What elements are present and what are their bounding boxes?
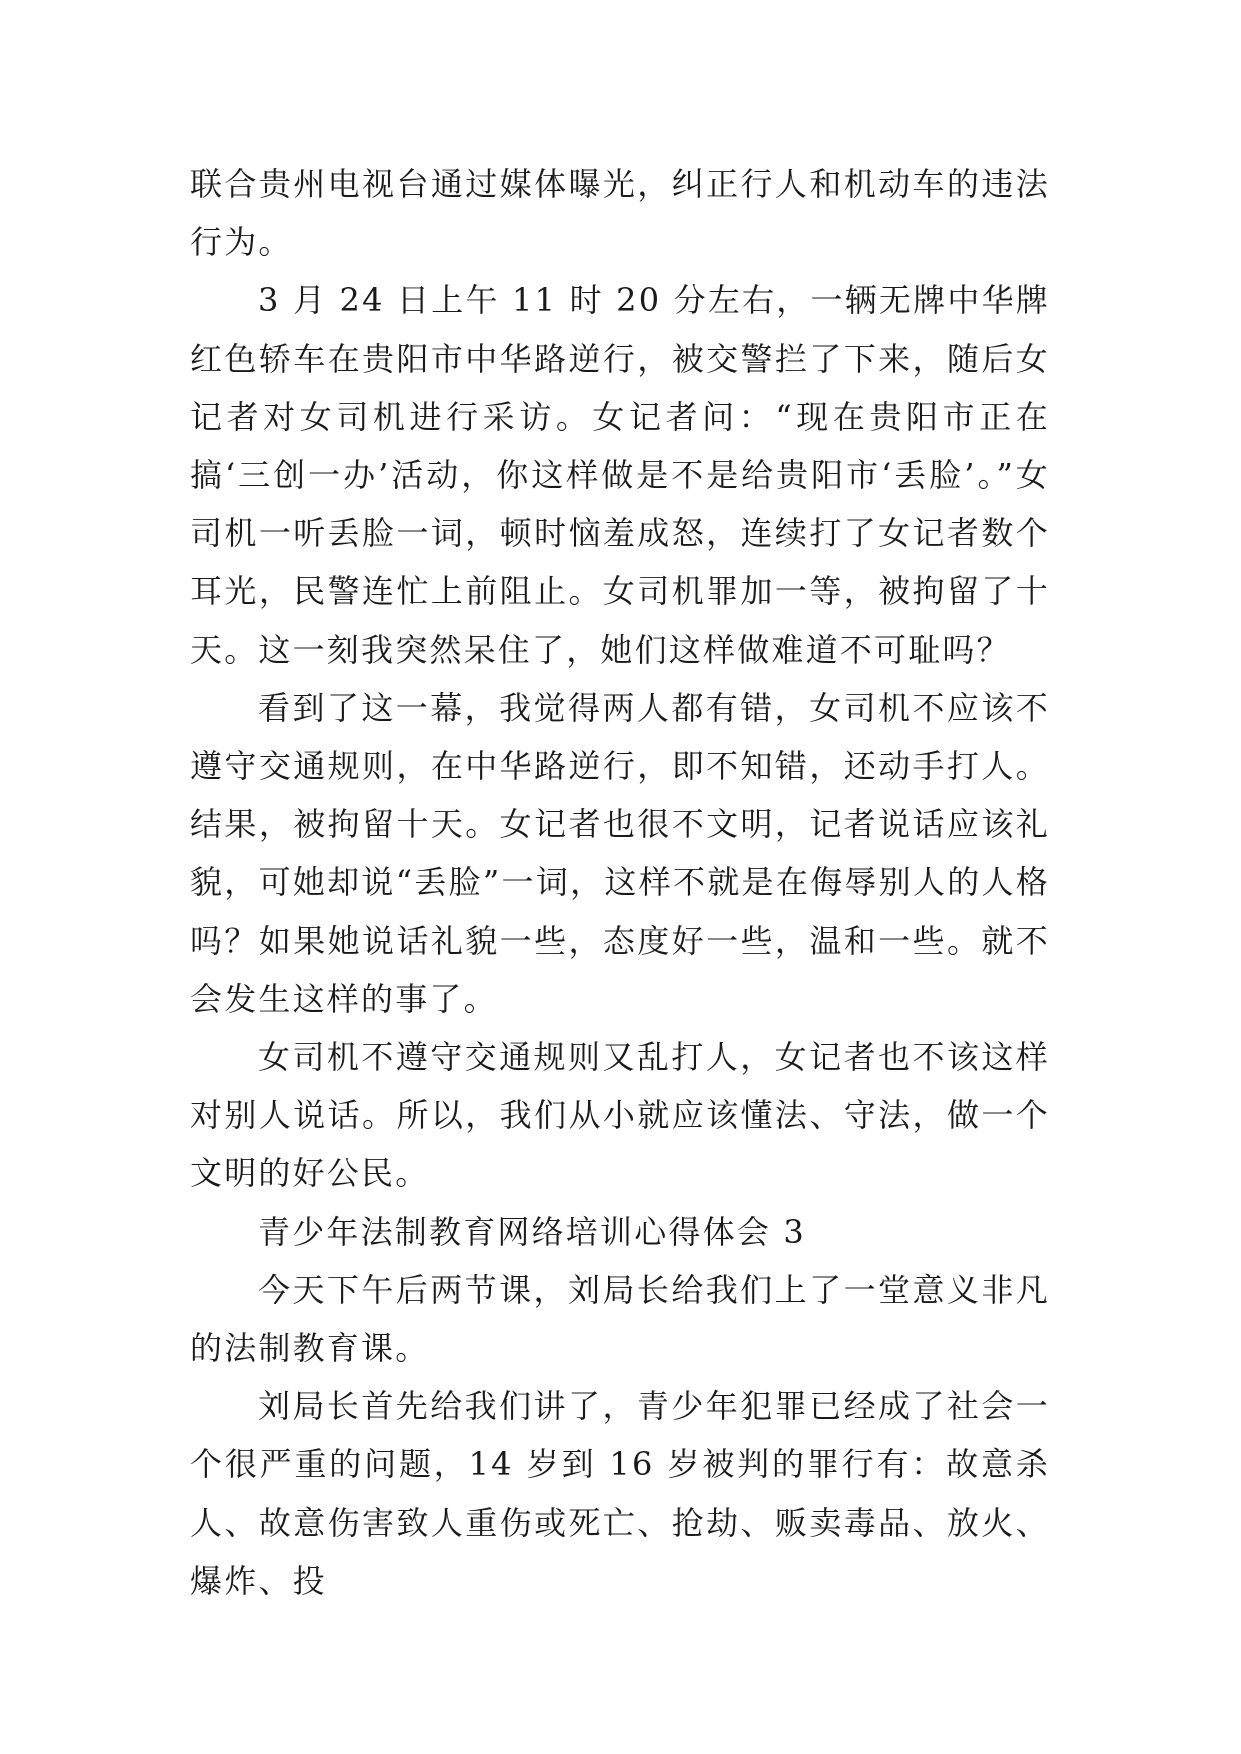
paragraph: 女司机不遵守交通规则又乱打人，女记者也不该这样对别人说话。所以，我们从小就应该懂法、守法，做一个文明的好公民。: [190, 1038, 1050, 1193]
paragraph: 今天下午后两节课，刘局长给我们上了一堂意义非凡的法制教育课。: [190, 1270, 1050, 1368]
document-body: [190, 155, 1050, 1610]
paragraph: 刘局长首先给我们讲了，青少年犯罪已经成了社会一个很严重的问题，14 岁到 16 岁被判的罪行有：故意杀人、故意伤害致人重伤或死亡、抢劫、贩卖毒品、放火、爆炸、投: [190, 1387, 1050, 1600]
paragraph: 看到了这一幕，我觉得两人都有错，女司机不应该不遵守交通规则，在中华路逆行，即不知错，还动手打人。结果，被拘留十天。女记者也很不文明，记者说话应该礼貌，可她却说“丢脸”一词，这样不就是在侮辱别人的人格吗？如果她说话礼貌一些，态度好一些，温和一些。就不会发生这样的事了。: [190, 688, 1050, 1018]
paragraph: 3 月 24 日上午 11 时 20 分左右，一辆无牌中华牌红色轿车在贵阳市中华路逆行，被交警拦了下来，随后女记者对女司机进行采访。女记者问：“现在贵阳市正在搞‘三创一办’活动，你这样做是不是给贵阳市‘丢脸’。”女司机一听丢脸一词，顿时恼羞成怒，连续打了女记者数个耳光，民警连忙上前阻止。女司机罪加一等，被拘留了十天。这一刻我突然呆住了，她们这样做难道不可耻吗？: [190, 281, 1050, 669]
paragraph: 联合贵州电视台通过媒体曝光，纠正行人和机动车的违法行为。: [190, 165, 1050, 262]
section-heading: 青少年法制教育网络培训心得体会 3: [258, 1212, 806, 1251]
